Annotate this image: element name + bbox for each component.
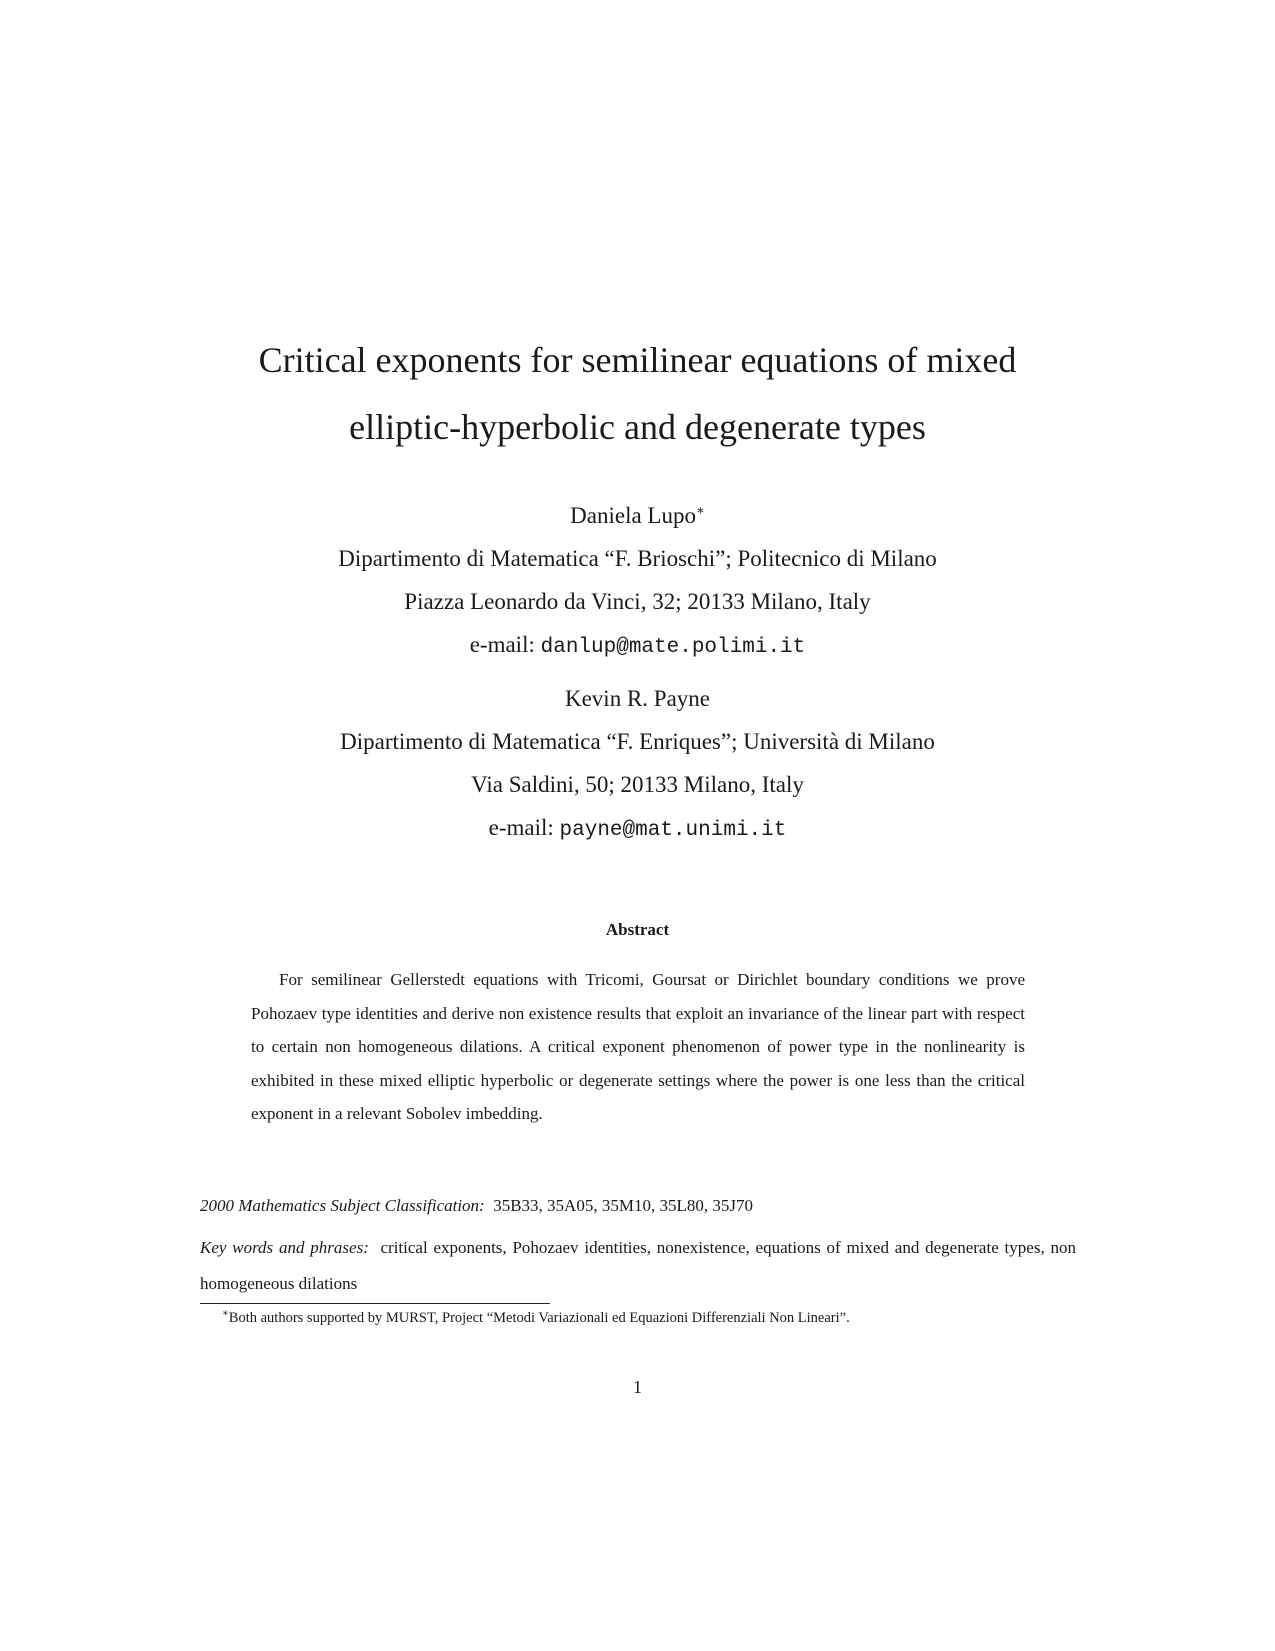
abstract-heading: Abstract [605,920,670,939]
author-2-email-line [0,814,1275,845]
author-1-name: Daniela Lupo [570,503,696,528]
msc-label: 2000 Mathematics Subject Classification: [200,1196,485,1215]
footnote-text: Both authors supported by MURST, Project “Metodi Variazionali ed Equazioni Differenziali Non Lineari”. [228,1310,850,1326]
author-1-footnote-marker: ∗ [695,502,705,518]
author-2-email-label: e-mail: [488,815,560,840]
author-1-email: danlup@mate.polimi.it [540,636,806,659]
author-1-email-label: e-mail: [469,632,541,657]
author-1 [0,502,1275,530]
keywords-paragraph [200,1230,1076,1302]
author-1-affiliation-line-1: Dipartimento di Matematica “F. Brioschi”; Politecnico di Milano [338,546,937,571]
msc-line [200,1195,753,1217]
author-2-affiliation-line-2: Via Saldini, 50; 20133 Milano, Italy [471,772,804,797]
page-number: 1 [633,1377,642,1397]
author-2-name: Kevin R. Payne [564,686,710,711]
keywords-label: Key words and phrases: [200,1238,369,1257]
author-2-email: payne@mat.unimi.it [559,819,787,842]
keywords-text: critical exponents, Pohozaev identities, nonexistence, equations of mixed and degenerate types, non homogeneous dilations [200,1238,1077,1293]
footnote-rule [200,1303,550,1304]
title-line-2: elliptic-hyperbolic and degenerate types [349,407,926,447]
footnote [222,1308,850,1328]
footnote-marker: ∗ [222,1308,229,1320]
author-1-affiliation-line-2: Piazza Leonardo da Vinci, 32; 20133 Milano, Italy [404,589,871,614]
msc-codes: 35B33, 35A05, 35M10, 35L80, 35J70 [493,1196,753,1215]
abstract-body: For semilinear Gellerstedt equations with Tricomi, Goursat or Dirichlet boundary conditions we prove Pohozaev type identities and derive non existence results that exploit an invariance of the linear part with respect to certain non homogeneous dilations. A critical exponent phenomenon of power type in the nonlinearity is exhibited in these mixed elliptic hyperbolic or degenerate settings where the power is one less than the critical exponent in a relevant Sobolev imbedding. [251,970,1025,1124]
author-2-affiliation-line-1: Dipartimento di Matematica “F. Enriques”; Università di Milano [340,729,935,754]
author-1-email-line [0,631,1275,662]
title-line-1: Critical exponents for semilinear equations of mixed [258,340,1017,380]
